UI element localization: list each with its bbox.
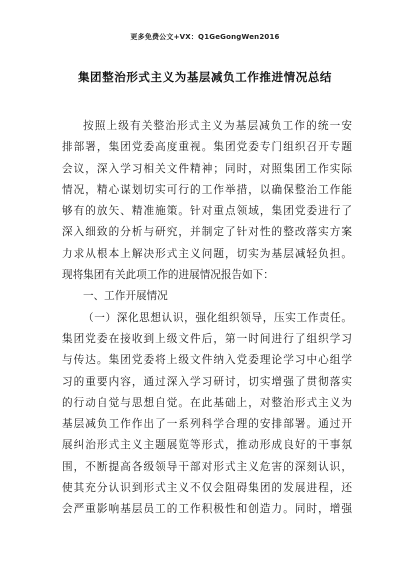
body-line: 围，不断提高各级领导干部对形式主义危害的深刻认识， bbox=[62, 460, 352, 473]
body-line: 力求从根本上解决形式主义问题，切实为基层减轻负担。 bbox=[62, 247, 352, 260]
body-line: 会严重影响基层员工的工作积极性和创造力。同时，增强 bbox=[62, 503, 352, 516]
body-line: 习的重要内容，通过深入学习研讨，切实增强了贯彻落实 bbox=[62, 375, 352, 388]
body-line: 情况，精心谋划切实可行的工作举措，以确保整治工作能 bbox=[62, 183, 352, 196]
document-title: 集团整治形式主义为基层减负工作推进情况总结 bbox=[77, 70, 333, 84]
body-line: 展纠治形式主义主题展览等形式，推动形成良好的干事氛 bbox=[62, 439, 352, 452]
body-line: 一、工作开展情况 bbox=[83, 290, 168, 303]
document-body bbox=[62, 116, 352, 521]
body-line: 排部署，集团党委高度重视。集团党委专门组织召开专题 bbox=[62, 141, 352, 154]
body-line: 深入细致的分析与研究，并制定了针对性的整改落实方案 bbox=[62, 226, 352, 239]
header-note: 更多免费公文+VX：Q1GeGongWen2016 bbox=[130, 33, 280, 41]
body-line: 与传达。集团党委将上级文件纳入党委理论学习中心组学 bbox=[62, 354, 352, 367]
body-line: 集团党委在接收到上级文件后，第一时间进行了组织学习 bbox=[62, 332, 352, 345]
body-line: 使其充分认识到形式主义不仅会阻碍集团的发展进程，还 bbox=[62, 482, 352, 495]
body-line: 会议，深入学习相关文件精神；同时，对照集团工作实际 bbox=[62, 162, 352, 175]
body-line: 够有的放矢、精准施策。针对重点领域，集团党委进行了 bbox=[62, 205, 352, 218]
body-line: 按照上级有关整治形式主义为基层减负工作的统一安 bbox=[83, 120, 352, 132]
body-line: 的行动自觉与思想自觉。在此基础上，对整治形式主义为 bbox=[62, 396, 352, 409]
body-line: （一）深化思想认识，强化组织领导，压实工作责任。 bbox=[83, 311, 352, 324]
body-line: 现将集团有关此项工作的进展情况报告如下： bbox=[62, 269, 274, 282]
body-line: 基层减负工作作出了一系列科学合理的安排部署。通过开 bbox=[62, 418, 352, 431]
